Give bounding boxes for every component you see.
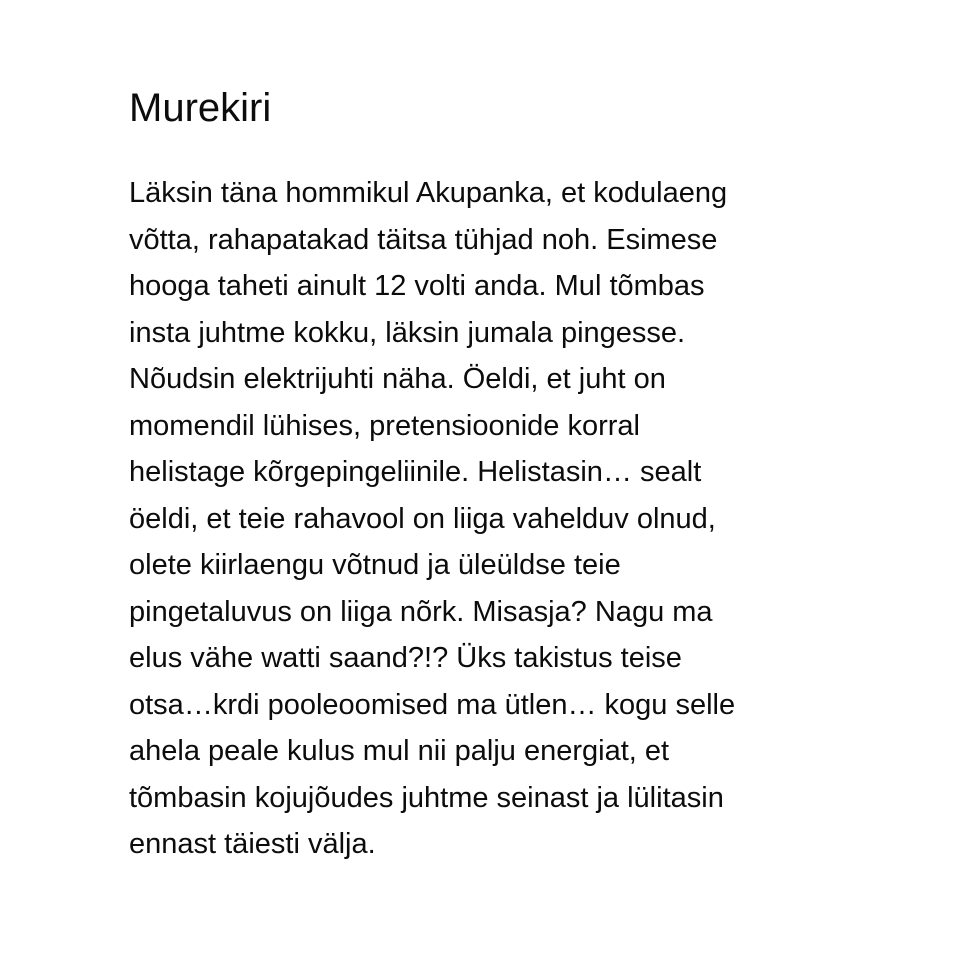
body-line: insta juhtme kokku, läksin jumala pingesse. xyxy=(129,316,686,349)
body-line: öeldi, et teie rahavool on liiga vahelduv olnud, xyxy=(129,502,716,535)
body-line: ennast täiesti välja. xyxy=(129,828,376,860)
body-line: võtta, rahapatakad täitsa tühjad noh. Esimese xyxy=(129,223,718,256)
body-line: helistage kõrgepingeliinile. Helistasin… sealt xyxy=(129,456,702,488)
body-line: pingetaluvus on liiga nõrk. Misasja? Nagu ma xyxy=(129,595,713,628)
body-line: otsa…krdi pooleoomised ma ütlen… kogu selle xyxy=(129,688,736,721)
page-title: Murekiri xyxy=(129,86,272,130)
body-line: momendil lühises, pretensioonide korral xyxy=(129,409,640,442)
body-line: ahela peale kulus mul nii palju energiat, et xyxy=(129,735,670,767)
body-line: Läksin täna hommikul Akupanka, et kodulaeng xyxy=(129,177,728,209)
body-line: Nõudsin elektrijuhti näha. Öeldi, et juht on xyxy=(129,363,666,395)
body-line: tõmbasin kojujõudes juhtme seinast ja lülitasin xyxy=(129,781,724,814)
letter-body xyxy=(129,170,859,868)
body-line: elus vähe watti saand?!? Üks takistus teise xyxy=(129,642,682,674)
body-line: hooga taheti ainult 12 volti anda. Mul tõmbas xyxy=(129,270,705,302)
body-line: olete kiirlaengu võtnud ja üleüldse teie xyxy=(129,549,621,581)
